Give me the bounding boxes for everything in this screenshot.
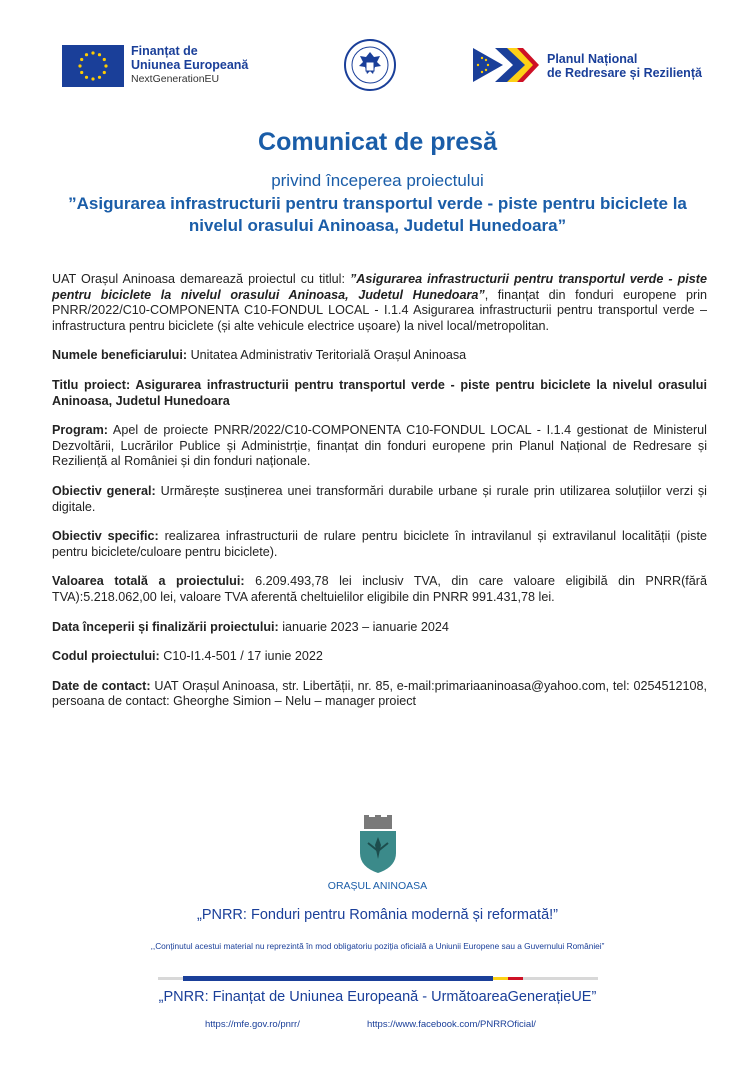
intro-paragraph: [52, 272, 707, 334]
government-seal-icon: [343, 38, 397, 92]
project-title-field: Titlu proiect: Asigurarea infrastructurii pentru transportul verde - piste pentru biciclete la nivelul orasului Aninoasa, Judetul Hunedoara: [52, 377, 707, 408]
specific-objective-paragraph: [52, 529, 707, 560]
project-code-value: C10-I1.4-501 / 17 iunie 2022: [159, 649, 323, 664]
project-title: ”Asigurarea infrastructurii pentru transportul verde - piste pentru biciclete la nivelul orasului Aninoasa, Judetul Hunedoara”: [68, 194, 687, 235]
page-title: Comunicat de presă: [258, 128, 497, 156]
eu-line1: Finanțat de: [131, 44, 198, 58]
specific-objective-value: realizarea infrastructurii de rulare pentru biciclete în intravilanul și extravilanul localității (piste pentru biciclete/culoare pentru biciclete).: [52, 529, 707, 559]
intro-text-rest: , finanțat din fonduri europene prin PNRR/2022/C10-COMPONENTA C10-FONDUL LOCAL - I.1.4 Asigurarea infrastructurii pentru transportul verde – infrastructura pentru biciclete (și alte vehicule electrice ușoare) la nivel local/metropolitan.: [52, 287, 707, 333]
press-release-body: [52, 272, 707, 724]
pnrr-line1: Planul Național: [547, 52, 638, 66]
project-title-paragraph: [52, 378, 707, 409]
dates-paragraph: [52, 620, 707, 636]
eu-funding-label: [131, 44, 248, 86]
pnrr-label: [547, 52, 702, 80]
program-value: Apel de proiecte PNRR/2022/C10-COMPONENTA C10-FONDUL LOCAL - I.1.4 gestionat de Ministerul Dezvoltării, Lucrărilor Publice și Administrție, finanțat din fonduri europene prin Planul Național de Redresare și Reziliență al României și din fonduri naționale.: [52, 423, 707, 469]
town-name: ORAȘUL ANINOASA: [327, 880, 428, 892]
total-value-value: 6.209.493,78 lei inclusiv TVA, din care valoare eligibilă din PNRR(fără TVA):5.218.062,00 lei, valoare TVA aferentă cheltuielilor eligibile din PNRR 991.431,78 lei.: [52, 574, 708, 604]
dates-label: Data începerii și finalizării proiectului:: [52, 619, 279, 634]
eu-line3: NextGenerationEU: [131, 73, 220, 85]
program-paragraph: [52, 423, 707, 470]
slogan-eu-funded: „PNRR: Finanțat de Uniunea Europeană - UrmătoareaGenerațieUE”: [158, 989, 597, 1005]
color-divider: [158, 968, 598, 973]
town-crest-icon: [358, 815, 398, 875]
contact-value: UAT Orașul Aninoasa, str. Libertății, nr. 85, e-mail:primariaaninoasa@yahoo.com, tel: 0254512108, persoana de contact: Gheorghe Simion – Nelu – manager proiect: [52, 678, 707, 709]
contact-label: Date de contact:: [52, 678, 151, 693]
beneficiary-value: Unitatea Administrativ Teritorială Orașul Aninoasa: [187, 348, 467, 363]
eu-line2: Uniunea Europeană: [131, 58, 249, 72]
intro-quote: ”Asigurarea infrastructurii pentru transportul verde - piste pentru biciclete la nivelul orasului Aninoasa, Judetul Hunedoara”: [52, 272, 707, 302]
contact-paragraph: [52, 679, 707, 710]
dates-value: ianuarie 2023 – ianuarie 2024: [278, 619, 449, 634]
total-value-label: Valoarea totală a proiectului:: [52, 574, 245, 589]
slogan-modern-romania: „PNRR: Fonduri pentru România modernă și reformată!”: [196, 907, 559, 923]
disclaimer: ,,Conținutul acestui material nu reprezintă în mod obligatoriu poziția oficială a Uniunii Europene sau a Guvernului României”: [150, 941, 605, 951]
eu-flag-icon: [62, 45, 124, 87]
pnrr-logo-icon: [473, 46, 539, 84]
project-code-label: Codul proiectului:: [52, 649, 160, 664]
general-objective-label: Obiectiv general:: [52, 483, 156, 498]
beneficiary-label: Numele beneficiarului:: [52, 348, 188, 363]
specific-objective-label: Obiectiv specific:: [52, 529, 159, 544]
general-objective-value: Urmărește susținerea unei transformări durabile urbane și rurale prin utilizarea soluțiilor verzi și digitale.: [52, 483, 707, 514]
project-code-paragraph: [52, 649, 707, 665]
mfe-link[interactable]: https://mfe.gov.ro/pnrr/: [205, 1019, 300, 1030]
beneficiary-paragraph: [52, 348, 707, 364]
pnrr-line2: de Redresare și Reziliență: [547, 66, 702, 80]
total-value-paragraph: [52, 574, 707, 605]
page-subtitle: privind începerea proiectului: [271, 171, 484, 190]
facebook-link[interactable]: https://www.facebook.com/PNRROficial/: [367, 1019, 536, 1030]
general-objective-paragraph: [52, 484, 707, 515]
program-label: Program:: [52, 423, 108, 438]
intro-text: UAT Orașul Aninoasa demarează proiectul cu titlul:: [52, 272, 350, 286]
